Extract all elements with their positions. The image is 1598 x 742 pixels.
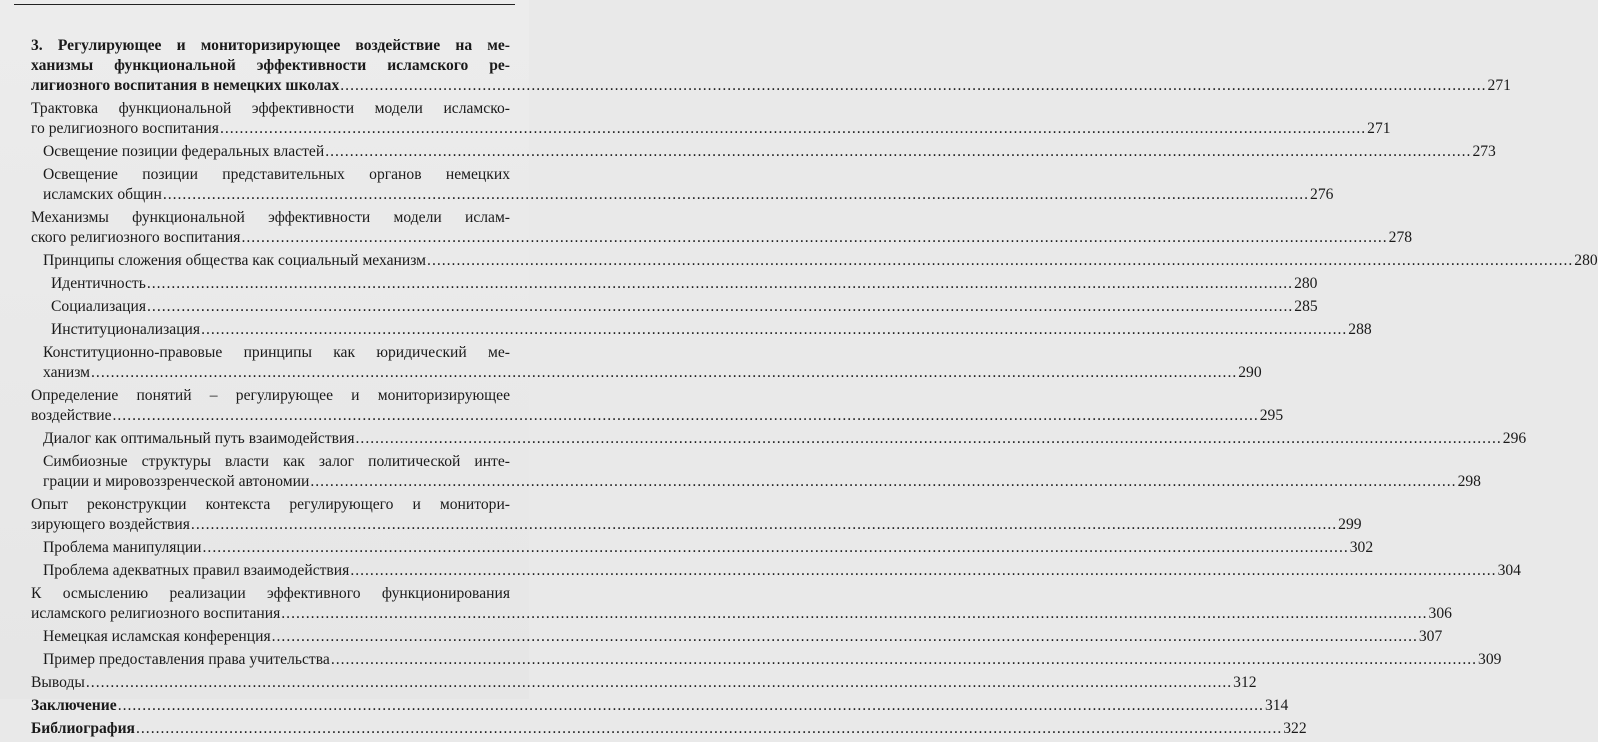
toc-entry-title: ского религиозного воспитания [31,229,241,246]
page-number: 299 [1338,516,1362,533]
toc-entry-title-line: Опыт реконструкции контекста регулирующего и монитори- [31,496,510,513]
toc-entry-leader-line [43,538,1374,558]
toc-entry-title-line: Симбиозные структуры власти как залог политической инте- [43,453,510,470]
toc-entry-title: зирующего воздействия [31,516,190,533]
toc-entry-title: ханизм [43,364,91,381]
toc-entry-leader-line [31,673,1257,693]
toc-entry-leader-line [31,228,1413,248]
page-number: 322 [1283,720,1307,737]
toc-entry-title-line: Трактовка функциональной эффективности модели исламско- [31,100,510,117]
toc-entry-title: Пример предоставления права учительства [43,651,330,668]
dot-leader [203,538,1349,558]
toc-entry [31,297,1318,317]
page-number: 273 [1472,143,1496,160]
page-number: 302 [1349,539,1374,556]
toc-entry-leader-line [43,429,1527,449]
dot-leader [272,627,1418,647]
toc-entry [31,538,1374,558]
page-number: 271 [1487,77,1511,94]
toc-entry-title-line: Механизмы функциональной эффективности модели ислам- [31,209,510,226]
page-number: 298 [1457,473,1481,490]
page-number: 285 [1294,298,1318,315]
toc-entry-title-line: К осмыслению реализации эффективного функционирования [31,585,510,602]
page-number: 309 [1478,651,1502,668]
page-number: 312 [1233,674,1257,691]
toc-entry-leader-line [31,719,1307,739]
toc-entry-leader-line [31,696,1289,716]
toc-entry-title: го религиозного воспитания [31,120,219,137]
dot-leader [281,604,1427,624]
toc-entry-title: Немецкая исламская конференция [43,628,271,645]
dot-leader [86,673,1232,693]
toc-entry-title: исламского религиозного воспитания [31,605,281,622]
dot-leader [325,142,1471,162]
toc-entry-leader-line [51,274,1318,294]
toc-entry [31,650,1502,670]
toc-entry [31,320,1372,340]
table-of-contents [31,36,1598,742]
toc-entry [31,719,1307,739]
toc-entry-leader-line [43,650,1502,670]
toc-entry-leader-line [31,119,1391,139]
dot-leader [147,297,1293,317]
toc-entry-title: Библиография [31,720,135,737]
dot-leader [136,719,1282,739]
dot-leader [163,185,1309,205]
dot-leader [356,429,1502,449]
toc-entry-title-line: Определение понятий – регулирующее и мониторизирующее [31,387,510,404]
toc-entry-leader-line [31,604,1452,624]
toc-entry-title: воздействие [31,407,112,424]
toc-entry [31,99,1391,139]
toc-entry [31,452,1481,492]
toc-entry-title: грации и мировоззренческой автономии [43,473,310,490]
toc-entry-title-line: 3. Регулирующее и мониторизирующее воздействие на ме- [31,37,510,54]
dot-leader [350,561,1496,581]
toc-entry-title: исламских общин [43,186,162,203]
page-number: 278 [1388,229,1413,246]
toc-entry-leader-line [43,627,1443,647]
dot-leader [220,119,1366,139]
dot-leader [340,76,1486,96]
dot-leader [118,696,1264,716]
toc-entry-title: Институционализация [51,321,201,338]
page-number: 304 [1497,562,1521,579]
dot-leader [310,472,1456,492]
dot-leader [113,406,1259,426]
page-number: 314 [1264,697,1289,714]
toc-entry-leader-line [43,251,1598,271]
dot-leader [147,274,1293,294]
dot-leader [191,515,1337,535]
toc-entry-title: Проблема манипуляции [43,539,202,556]
toc-entry [31,165,1334,205]
toc-entry [31,343,1262,383]
dot-leader [241,228,1387,248]
toc-entry-title: Принципы сложения общества как социальный механизм [43,252,427,269]
toc-entry-leader-line [43,185,1334,205]
toc-entry-title: Заключение [31,697,117,714]
page-number: 296 [1502,430,1527,447]
toc-entry [31,386,1284,426]
toc-entry [31,429,1527,449]
toc-entry-title: Диалог как оптимальный путь взаимодействия [43,430,355,447]
dot-leader [91,363,1237,383]
toc-entry-leader-line [31,515,1362,535]
top-rule [14,4,515,5]
toc-entry-title-line: Конституционно-правовые принципы как юридический ме- [43,344,510,361]
toc-entry [31,673,1257,693]
toc-entry-title: Идентичность [51,275,146,292]
toc-entry-leader-line [43,363,1262,383]
toc-entry [31,208,1413,248]
dot-leader [427,251,1573,271]
toc-entry-leader-line [51,320,1372,340]
toc-entry-title: Освещение позиции федеральных властей [43,143,325,160]
toc-entry [31,274,1318,294]
page-number: 280 [1574,252,1598,269]
toc-entry [31,627,1443,647]
toc-entry [31,561,1521,581]
page-number: 295 [1259,407,1284,424]
page-number: 276 [1310,186,1334,203]
toc-entry [31,495,1362,535]
toc-entry [31,36,1511,96]
page-number: 271 [1367,120,1391,137]
toc-entry-leader-line [31,406,1284,426]
toc-entry [31,251,1598,271]
toc-entry-title: Социализация [51,298,147,315]
toc-entry-title-line: ханизмы функциональной эффективности исламского ре- [31,57,510,74]
page-number: 288 [1348,321,1372,338]
toc-entry-title: Выводы [31,674,85,691]
toc-entry-title-line: Освещение позиции представительных органов немецких [43,166,510,183]
toc-entry [31,142,1496,162]
toc-entry-title: лигиозного воспитания в немецких школах [31,77,340,94]
toc-entry [31,696,1289,716]
toc-entry-title: Проблема адекватных правил взаимодействия [43,562,350,579]
dot-leader [331,650,1477,670]
toc-entry-leader-line [43,472,1481,492]
page-number: 306 [1428,605,1452,622]
page-number: 307 [1418,628,1443,645]
dot-leader [201,320,1347,340]
toc-entry [31,584,1452,624]
toc-entry-leader-line [43,561,1521,581]
toc-entry-leader-line [51,297,1318,317]
page-number: 290 [1238,364,1262,381]
toc-entry-leader-line [31,76,1511,96]
toc-entry-leader-line [43,142,1496,162]
page-number: 280 [1294,275,1318,292]
